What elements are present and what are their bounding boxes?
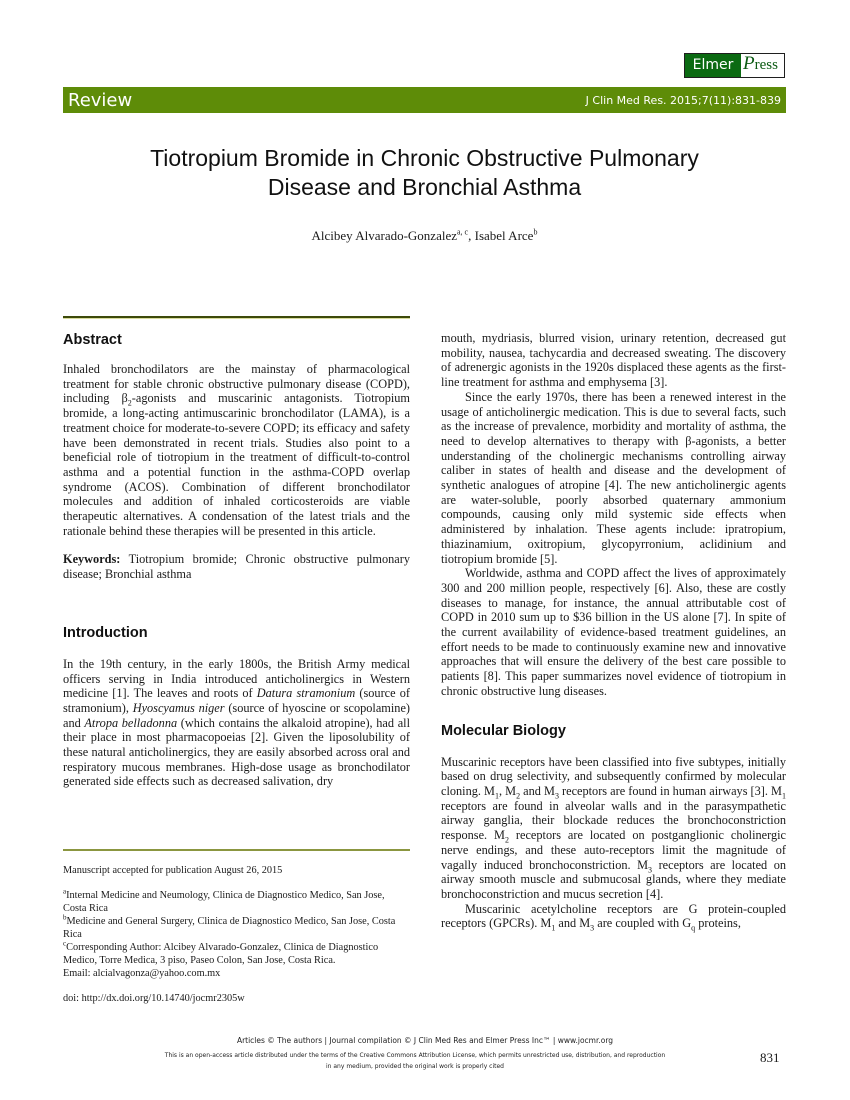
section-label: Review (68, 89, 133, 111)
email[interactable]: Email: alcialvagonza@yahoo.com.mx (63, 968, 221, 979)
introduction-paragraph-2: Since the early 1970s, there has been a renewed interest in the usage of anticholinergic medication. This is due to several facts, such as the increase of prevalence, morbidity and mortality of asthma, the need to develop alternatives to therapy with β-agonists, a better understanding of the cholinergic mechanisms controlling airway caliber in states of health and disease and the development of synthetic analogues of atropine [4]. The new anticholinergic agents are water-soluble, poorly absorbed quaternary ammonium compounds, causing only mild systemic side effects when administered by inhalation. These agents include: ipratropium, thiazinamium, oxitropium, glycopyrronium, aclidinium and tiotropium bromide [5]. (441, 389, 786, 566)
copyright-line: Articles © The authors | Journal compilation © J Clin Med Res and Elmer Press Inc™ | www.jocmr.org (236, 1036, 614, 1045)
abstract-heading: Abstract (63, 332, 122, 348)
author-list: Alcibey Alvarado-Gonzalez$^{a, c}$, Isabel Arce$^b$ (311, 227, 538, 243)
license-notice: This is an open-access article distributed under the terms of the Creative Commons Attribution License, which permits unrestricted use, distribution, and reproduction in any medium, provided the original work is properly cited (164, 1052, 666, 1070)
left-column (63, 316, 410, 789)
footnotes (63, 849, 410, 1005)
section-rule (63, 316, 410, 319)
molecular-biology-heading: Molecular Biology (441, 722, 566, 739)
introduction-paragraph-1: In the 19th century, in the early 1800s, the British Army medical officers serving in India introduced anticholinergics in Western medicine [1]. The leaves and roots of Datura stramonium (source of stramonium), Hyoscyamus niger (source of hyoscine or scopolamine) and Atropa belladonna (which contains the alkaloid atropine), had all their place in most pharmacopoeias [2]. Given the liposolubility of these natural anticholinergics, they are easily absorbed across oral and respiratory mucous membranes. High-dose usage as bronchodilator generated side effects such as decreased salivation, dry (63, 656, 410, 789)
introduction-paragraph-1-continued: mouth, mydriasis, blurred vision, urinary retention, decreased gut mobility, nausea, tachycardia and decreased sweating. The discovery of adrenergic agonists in the 1920s displaced these agents as the first-line treatment for asthma and emphysema [3]. (441, 331, 786, 390)
footnote-rule (63, 849, 410, 851)
author-1: Alcibey Alvarado-Gonzalez (311, 228, 457, 243)
introduction-paragraph-3: Worldwide, asthma and COPD affect the lives of approximately 300 and 200 million people, respectively [6]. Also, these are costly diseases to manage, for instance, the annual attributable cost of COPD in 2010 sum up to $36 billion in the US alone [7]. In spite of the current availability of evidence-based treatment guidelines, an effort needs to be made to continuously examine new and innovative approaches that will ensure the delivery of the best care possible to patients [8]. This paper summarizes novel evidence of tiotropium in chronic obstructive lung diseases. (441, 566, 786, 698)
affiliation-a: $^a$Internal Medicine and Neumology, Clinica de Diagnostico Medico, San Jose, Costa Rica (63, 887, 385, 914)
page-number: 831 (760, 1050, 780, 1065)
corresponding-author: $^c$Corresponding Author: Alcibey Alvarado-Gonzalez, Clinica de Diagnostico Medico, Torre Medica, 3 piso, Paseo Colon, San Jose, Costa Rica. (63, 939, 379, 966)
abstract-text: Inhaled bronchodilators are the mainstay of pharmacological treatment for stable chronic obstructive pulmonary disease (COPD), including $\beta_2$-agonists and muscarinic antagonists. Tiotropium bromide, a long-acting antimuscarinic bronchodilator (LAMA), is a treatment choice for moderate-to-severe COPD; its efficacy and safety have been demonstrated in recent trials. Studies also point to a beneficial role of tiotropium in the treatment of difficult-to-control asthma and a potential function in the asthma-COPD overlap syndrome (ACOS). Combination of different bronchodilator molecules and addition of inhaled corticosteroids are viable therapeutic alternatives. A condensation of the latest trials and the rationale behind these therapies will be presented in this article. (63, 362, 411, 538)
section-banner (63, 87, 786, 113)
molecular-biology-paragraph-2: Muscarinic acetylcholine receptors are G protein-coupled receptors (GPCRs). $M_1$ and $M_3$ are coupled with $G_q$ proteins, (441, 901, 786, 933)
accepted-date: Manuscript accepted for publication August 26, 2015 (63, 865, 283, 876)
keywords: Keywords: Tiotropium bromide; Chronic obstructive pulmonary disease; Bronchial asthma (63, 552, 410, 582)
right-column (441, 331, 786, 931)
doi-link[interactable]: doi: http://dx.doi.org/10.14740/jocmr2305w (63, 993, 245, 1004)
affiliation-b: $^b$Medicine and General Surgery, Clinica de Diagnostico Medico, San Jose, Costa Rica (63, 913, 396, 940)
molecular-biology-paragraph-1: Muscarinic receptors have been classified into five subtypes, initially based on drug selectivity, and subsequently confirmed by molecular cloning. $M_1$, $M_2$ and $M_3$ receptors are found in human airways [3]. $M_1$ receptors are found in alveolar walls and in the parasympathetic airway ganglia, their blockade reduces the bronchoconstriction response. $M_2$ receptors are located on postganglionic cholinergic nerve endings, and these auto-receptors limit the magnitude of vagally induced bronchoconstriction. $M_3$ receptors are located on airway smooth muscle and submucosal glands, where they mediate bronchoconstriction and mucus secretion [4]. (441, 754, 787, 901)
introduction-heading: Introduction (63, 624, 148, 641)
elmer-press-logo (684, 53, 785, 78)
journal-citation: J Clin Med Res. 2015;7(11):831-839 (585, 93, 781, 107)
logo-elmer: Elmer (685, 54, 741, 77)
author-2: Isabel Arce (474, 228, 534, 243)
logo-press: Press (741, 54, 778, 77)
article-title: Tiotropium Bromide in Chronic Obstructive Pulmonary Disease and Bronchial Asthma (150, 145, 699, 200)
